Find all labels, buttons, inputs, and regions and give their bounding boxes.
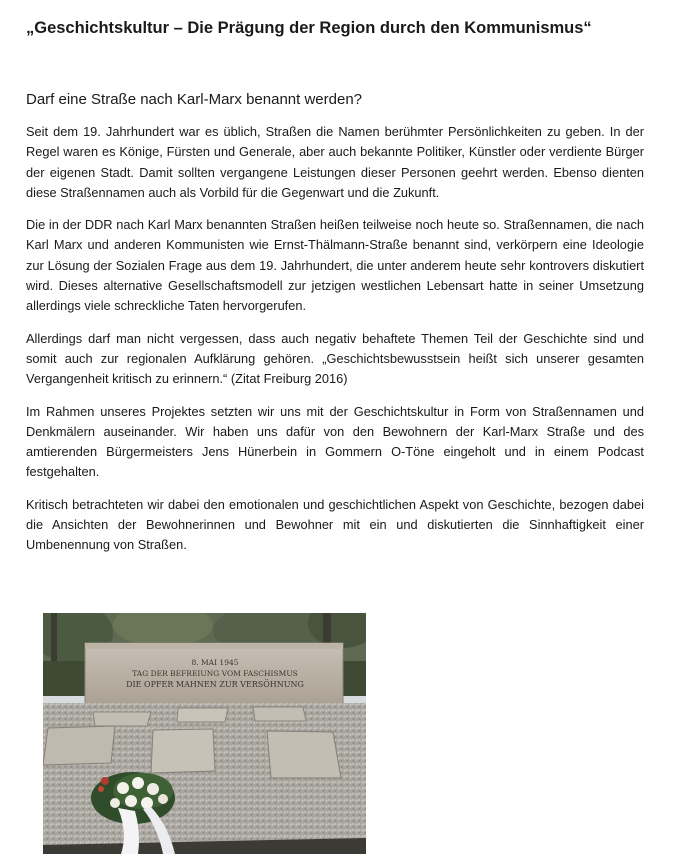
memorial-photo: [43, 613, 366, 854]
body-text: [26, 122, 644, 568]
paragraph-2: Die in der DDR nach Karl Marx benannten Straßen heißen teilweise noch heute so. Straßennamen, die nach Karl Marx und anderen Kommunisten wie Ernst-Thälmann-Straße benannt sind, verkörpern eine Ideologie zur Lösung der Sozialen Frage aus dem 19. Jahrhundert, die unter anderem heute sehr kontrovers diskutiert wird. Dieses alternative Gesellschaftsmodell zur jetzigen westlichen Lebensart hatte in seiner Umsetzung allerdings viele schreckliche Taten hervorgerufen.: [26, 217, 644, 314]
inscription-line-2: DIE OPFER MAHNEN ZUR VERSÖHNUNG: [126, 680, 304, 689]
section-heading: Darf eine Straße nach Karl-Marx benannt werden?: [26, 91, 363, 108]
document-title: „Geschichtskultur – Die Prägung der Region durch den Kommunismus“: [26, 19, 592, 37]
inscription-date: 8. MAI 1945: [191, 658, 239, 667]
paragraph-3: Allerdings darf man nicht vergessen, dass auch negativ behaftete Themen Teil der Geschichte sind und somit auch zur regionalen Aufklärung gehören. „Geschichtsbewusstsein heißt sich unserer gesamten Vergangenheit kritisch zu erinnern.“ (Zitat Freiburg 2016): [26, 330, 644, 387]
paragraph-4: Im Rahmen unseres Projektes setzten wir uns mit der Geschichtskultur in Form von Straßennamen und Denkmälern auseinander. Wir haben uns dafür von den Bewohnern der Karl-Marx Straße und des amtierenden Bürgermeisters Jens Hünerbein in Gommern O-Töne eingeholt und in einem Podcast festgehalten.: [26, 403, 644, 480]
paragraph-1: Seit dem 19. Jahrhundert war es üblich, Straßen die Namen berühmter Persönlichkeiten zu geben. In der Regel waren es Könige, Fürsten und Generale, aber auch bekannte Politiker, Künstler oder verdiente Bürger der eigenen Stadt. Damit sollten vergangene Leistungen dieser Personen geehrt werden. Ebenso dienten diese Straßennamen auch als Vorbild für die Gegenwart und die Zukunft.: [26, 124, 644, 200]
paragraph-5: Kritisch betrachteten wir dabei den emotionalen und geschichtlichen Aspekt von Geschichte, bezogen dabei die Ansichten der Bewohnerinnen und Bewohner mit ein und diskutierten die Sinnhaftigkeit einer Umbenennung von Straßen.: [26, 496, 644, 553]
inscription-line-1: TAG DER BEFREIUNG VOM FASCHISMUS: [132, 669, 298, 678]
